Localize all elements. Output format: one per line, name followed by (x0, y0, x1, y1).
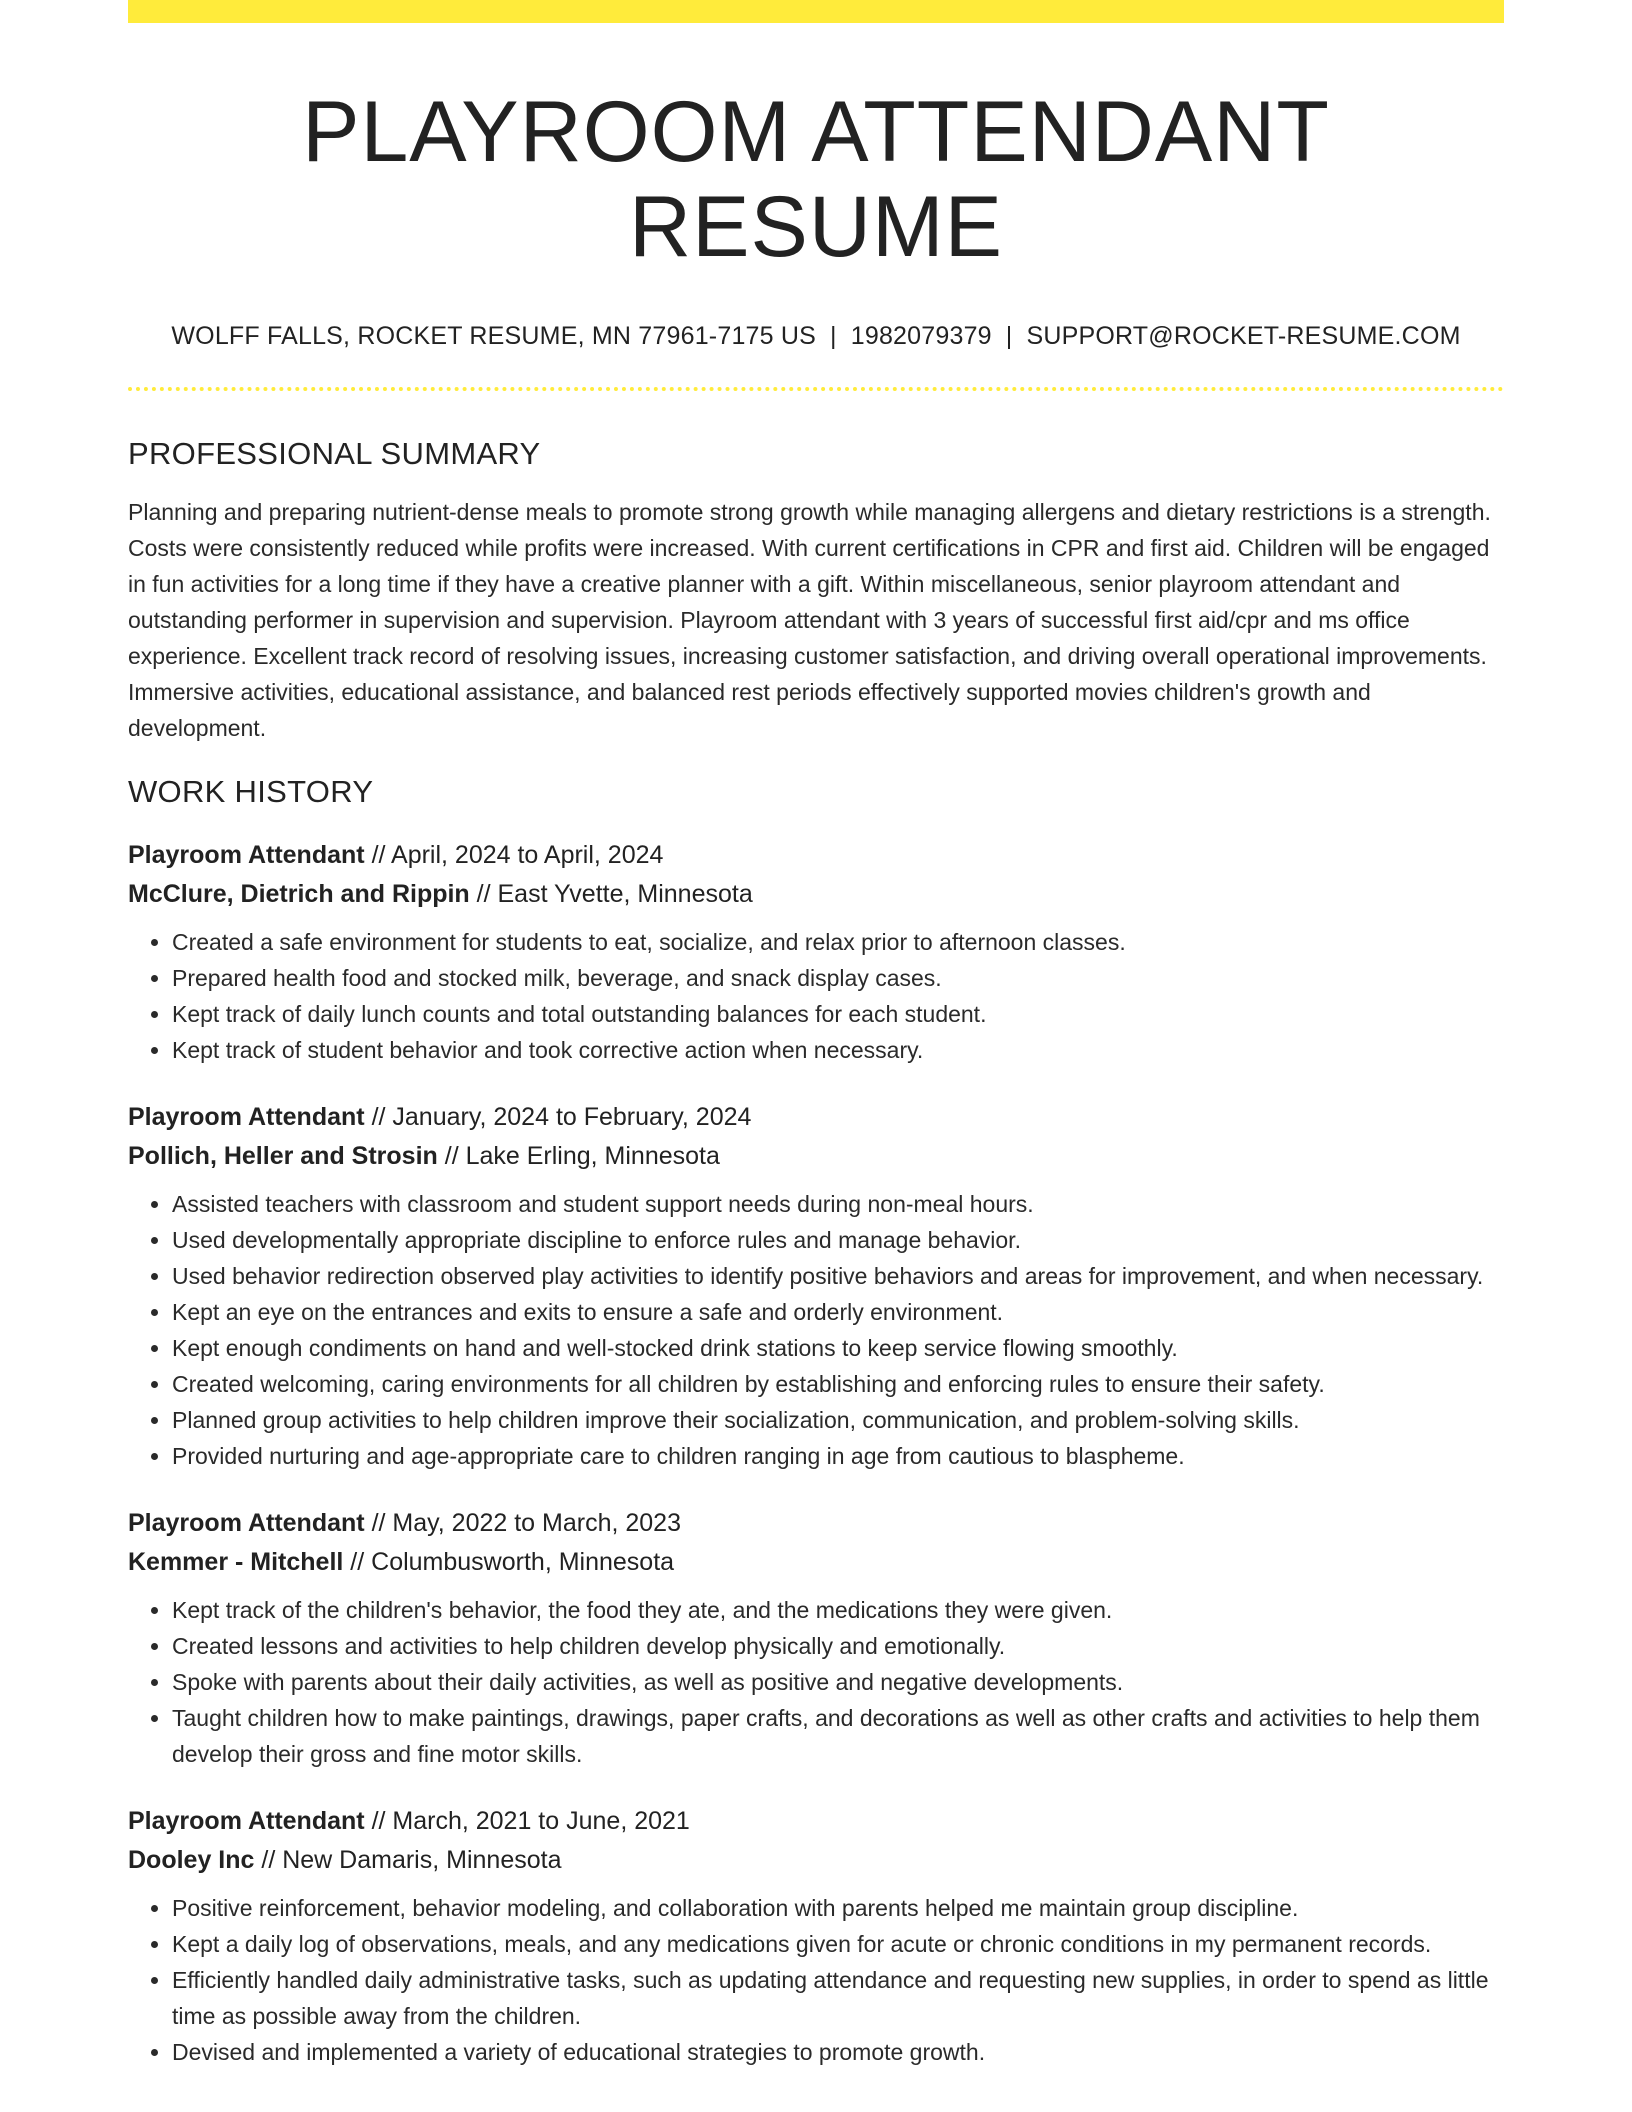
job-title-line (128, 1802, 1504, 1841)
job-bullet: • Created welcoming, caring environments for all children by establishing and enforcing rules to ensure their safety. (172, 1366, 1504, 1402)
job-company: Pollich, Heller and Strosin (128, 1142, 438, 1171)
work-history-heading: WORK HISTORY (128, 774, 374, 810)
job-entry (128, 1098, 1504, 1474)
job-company-line (128, 1137, 1504, 1176)
job-company: McClure, Dietrich and Rippin (128, 880, 470, 909)
job-title-line (128, 1504, 1504, 1543)
job-company-line (128, 1841, 1504, 1880)
job-title: Playroom Attendant (128, 1509, 365, 1538)
job-entry (128, 1802, 1504, 2070)
job-company-line (128, 1543, 1504, 1582)
job-title: Playroom Attendant (128, 1807, 365, 1836)
job-entry (128, 1504, 1504, 1772)
contact-address: WOLFF FALLS, ROCKET RESUME, MN 77961-7175 US (171, 322, 817, 351)
job-bullets (128, 1890, 1504, 2070)
job-bullet: • Kept enough condiments on hand and well-stocked drink stations to keep service flowing smoothly. (172, 1330, 1504, 1366)
contact-phone: 1982079379 (850, 322, 992, 351)
dotted-divider (128, 387, 1504, 391)
job-bullet: • Kept a daily log of observations, meals, and any medications given for acute or chronic conditions in my permanent records. (172, 1926, 1504, 1962)
job-bullets (128, 1186, 1504, 1474)
job-bullet: • Positive reinforcement, behavior modeling, and collaboration with parents helped me maintain group discipline. (172, 1890, 1504, 1926)
job-company: Kemmer - Mitchell (128, 1548, 344, 1577)
job-bullet: • Efficiently handled daily administrative tasks, such as updating attendance and requesting new supplies, in order to spend as little time as possible away from the children. (172, 1962, 1504, 2034)
job-bullets (128, 924, 1504, 1068)
contact-separator: | (1005, 322, 1013, 351)
job-location: // Columbusworth, Minnesota (350, 1548, 675, 1577)
job-bullet: • Used developmentally appropriate discipline to enforce rules and manage behavior. (172, 1222, 1504, 1258)
job-bullet: • Taught children how to make paintings, drawings, paper crafts, and decorations as well as other crafts and activities to help them develop their gross and fine motor skills. (172, 1700, 1504, 1772)
job-bullet: • Provided nurturing and age-appropriate care to children ranging in age from cautious to blaspheme. (172, 1438, 1504, 1474)
job-bullet: • Used behavior redirection observed play activities to identify positive behaviors and areas for improvement, and when necessary. (172, 1258, 1504, 1294)
job-title-line (128, 836, 1504, 875)
job-bullet: • Devised and implemented a variety of educational strategies to promote growth. (172, 2034, 1504, 2070)
job-bullet: • Created a safe environment for students to eat, socialize, and relax prior to afternoon classes. (172, 924, 1504, 960)
resume-title: PLAYROOM ATTENDANT RESUME (302, 84, 1330, 275)
job-title-line (128, 1098, 1504, 1137)
job-bullet: • Spoke with parents about their daily activities, as well as positive and negative developments. (172, 1664, 1504, 1700)
job-entry (128, 836, 1504, 1068)
job-location: // Lake Erling, Minnesota (444, 1142, 720, 1171)
job-bullet: • Kept track of the children's behavior, the food they ate, and the medications they were given. (172, 1592, 1504, 1628)
job-bullet: • Assisted teachers with classroom and student support needs during non-meal hours. (172, 1186, 1504, 1222)
job-company-line (128, 875, 1504, 914)
job-dates: // March, 2021 to June, 2021 (371, 1807, 690, 1836)
job-title: Playroom Attendant (128, 841, 365, 870)
job-bullet: • Kept an eye on the entrances and exits to ensure a safe and orderly environment. (172, 1294, 1504, 1330)
job-dates: // January, 2024 to February, 2024 (371, 1103, 752, 1132)
top-accent-bar (128, 0, 1504, 23)
job-bullet: • Created lessons and activities to help children develop physically and emotionally. (172, 1628, 1504, 1664)
contact-line (128, 322, 1504, 351)
job-bullet: • Kept track of student behavior and took corrective action when necessary. (172, 1032, 1504, 1068)
resume-page (128, 0, 1504, 2070)
job-bullets (128, 1592, 1504, 1772)
job-dates: // April, 2024 to April, 2024 (371, 841, 664, 870)
job-bullet: • Planned group activities to help children improve their socialization, communication, and problem-solving skills. (172, 1402, 1504, 1438)
contact-separator: | (830, 322, 837, 351)
contact-email: SUPPORT@ROCKET-RESUME.COM (1026, 322, 1461, 351)
job-bullet: • Prepared health food and stocked milk, beverage, and snack display cases. (172, 960, 1504, 996)
job-title: Playroom Attendant (128, 1103, 365, 1132)
job-dates: // May, 2022 to March, 2023 (371, 1509, 681, 1538)
job-company: Dooley Inc (128, 1846, 255, 1875)
job-location: // New Damaris, Minnesota (261, 1846, 562, 1875)
job-bullet: • Kept track of daily lunch counts and total outstanding balances for each student. (172, 996, 1504, 1032)
summary-heading: PROFESSIONAL SUMMARY (128, 436, 541, 472)
summary-text: Planning and preparing nutrient-dense meals to promote strong growth while managing allergens and dietary restrictions is a strength. Costs were consistently reduced while profits were increased. With current certifications in CPR and first aid. Children will be engaged in fun activities for a long time if they have a creative planner with a gift. Within miscellaneous, senior playroom attendant and outstanding performer in supervision and supervision. Playroom attendant with 3 years of successful first aid/cpr and ms office experience. Excellent track record of resolving issues, increasing customer satisfaction, and driving overall operational improvements. Immersive activities, educational assistance, and balanced rest periods effectively supported movies children's growth and development. (128, 499, 1491, 742)
job-location: // East Yvette, Minnesota (476, 880, 753, 909)
